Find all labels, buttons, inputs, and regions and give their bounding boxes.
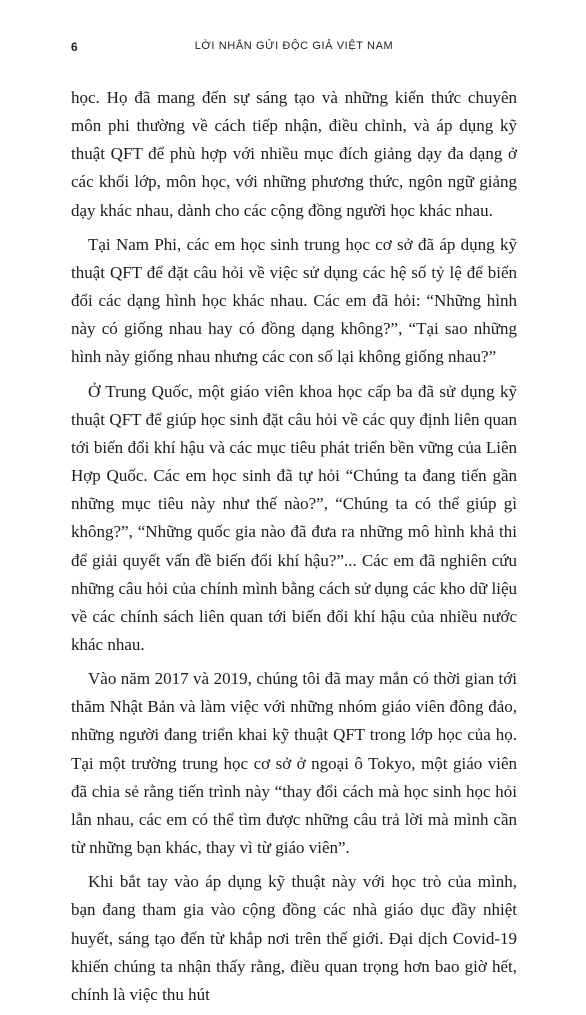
running-head: [71, 40, 517, 56]
paragraph-south-africa: Tại Nam Phi, các em học sinh trung học cơ sở đã áp dụng kỹ thuật QFT để đặt câu hỏi về việc sử dụng các hệ số tỷ lệ để biến đổi các dạng hình học khác nhau. Các em đã hỏi: “Những hình này có giống nhau hay có đồng dạng không?”, “Tại sao những hình này giống nhau nhưng các con số lại không giống nhau?”: [71, 234, 517, 367]
paragraph-continued: học. Họ đã mang đến sự sáng tạo và những kiến thức chuyên môn phi thường về cách tiếp nhận, điều chỉnh, và áp dụng kỹ thuật QFT để phù hợp với nhiều mục đích giảng dạy đa dạng ở các khối lớp, môn học, với những phương thức, ngôn ngữ giảng dạy khác nhau, dành cho các cộng đồng người học khác nhau.: [71, 88, 517, 220]
paragraph-community: Khi bắt tay vào áp dụng kỹ thuật này với học trò của mình, bạn đang tham gia vào cộng đồng các nhà giáo dục đầy nhiệt huyết, sáng tạo đến từ khắp nơi trên thế giới. Đại dịch Covid-19 khiến chúng ta nhận thấy rằng, điều quan trọng hơn bao giờ hết, chính là việc thu hút: [71, 872, 517, 1004]
page-number: 6: [71, 40, 79, 54]
paragraph-japan: Vào năm 2017 và 2019, chúng tôi đã may mắn có thời gian tới thăm Nhật Bản và làm việc với những nhóm giáo viên đông đảo, những người đang triển khai kỹ thuật QFT trong lớp học của họ. Tại một trường trung học cơ sở ở ngoại ô Tokyo, một giáo viên đã chia sẻ rằng tiến trình này “thay đổi cách mà học sinh học hỏi lẫn nhau, các em có thể tìm được những câu trả lời mà mình cần từ những bạn khác, thay vì từ giáo viên”.: [71, 669, 517, 858]
running-title: LỜI NHẮN GỬI ĐỘC GIẢ VIỆT NAM: [194, 40, 394, 52]
body-text: [71, 84, 517, 1015]
paragraph-china: Ở Trung Quốc, một giáo viên khoa học cấp ba đã sử dụng kỹ thuật QFT để giúp học sinh đặt câu hỏi về các quy định liên quan tới biến đổi khí hậu và các mục tiêu phát triển bền vững của Liên Hợp Quốc. Các em học sinh đã tự hỏi “Chúng ta đang tiến gần những mục tiêu này như thế nào?”, “Chúng ta có thể giúp gì không?”, “Những quốc gia nào đã đưa ra những mô hình khả thi để giải quyết vấn đề biến đổi khí hậu?”... Các em đã nghiên cứu những câu hỏi của chính mình bằng cách sử dụng các kho dữ liệu về các chính sách liên quan tới biến đổi khí hậu của nhiều nước khác nhau.: [71, 381, 517, 654]
